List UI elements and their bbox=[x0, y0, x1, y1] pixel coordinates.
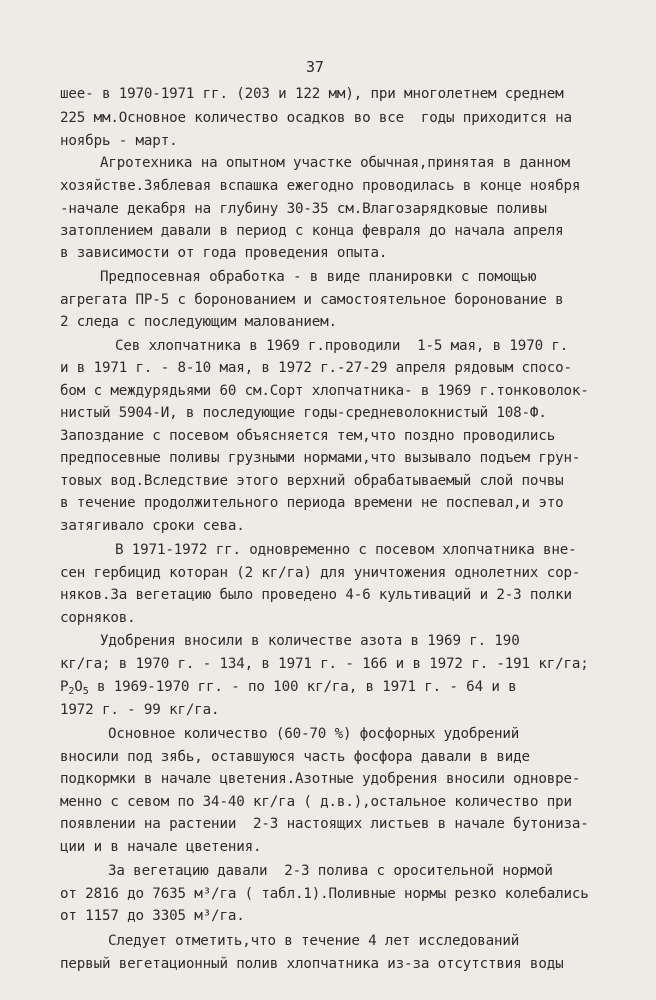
text-line: предпосевные поливы грузными нормами,что вызывало подъем грун- bbox=[60, 450, 581, 466]
text-line: сорняков. bbox=[60, 610, 136, 626]
text-line: ноябрь - март. bbox=[60, 133, 178, 149]
text-line: кг/га; в 1970 г. - 134, в 1971 г. - 166 и в 1972 г. -191 кг/га; bbox=[60, 656, 589, 672]
paragraph-start: За вегетацию давали 2-3 полива с оросительной нормой bbox=[108, 863, 553, 879]
formula-line-text: в 1969-1970 гг. - по 100 кг/га, в 1971 г. - 64 и в bbox=[88, 679, 517, 695]
text-line: хозяйстве.Зяблевая вспашка ежегодно проводилась в конце ноября bbox=[60, 178, 581, 194]
text-line: первый вегетационный полив хлопчатника из-за отсутствия воды bbox=[60, 956, 564, 972]
text-line: 1972 г. - 99 кг/га. bbox=[60, 702, 220, 718]
chemical-formula: $P_2O_5$ bbox=[60, 679, 89, 697]
text-line-with-formula bbox=[60, 680, 517, 697]
text-line: менно с севом по 34-40 кг/га ( д.в.),остальное количество при bbox=[60, 794, 572, 810]
paragraph-start: Удобрения вносили в количестве азота в 1969 г. 190 bbox=[100, 633, 520, 649]
text-line: вносили под зябь, оставшуюся часть фосфора давали в виде bbox=[60, 749, 530, 765]
text-line: подкормки в начале цветения.Азотные удобрения вносили одновре- bbox=[60, 771, 581, 787]
text-line: Запоздание с посевом объясняется тем,что поздно проводились bbox=[60, 428, 556, 444]
text-line: агрегата ПР-5 с боронованием и самостоятельное боронование в bbox=[60, 292, 564, 308]
text-line: 2 следа с последующим малованием. bbox=[60, 314, 337, 330]
text-line: в течение продолжительного периода времени не поспевал,и это bbox=[60, 495, 564, 511]
text-line: от 1157 до 3305 м³/га. bbox=[60, 908, 245, 924]
paragraph-start: Основное количество (60-70 %) фосфорных удобрений bbox=[108, 726, 520, 742]
text-line: затоплением давали в период с конца февраля до начала апреля bbox=[60, 223, 564, 239]
text-line: бом с междурядьями 60 см.Сорт хлопчатника- в 1969 г.тонковолок- bbox=[60, 383, 589, 399]
paragraph-start: Агротехника на опытном участке обычная,принятая в данном bbox=[100, 155, 570, 171]
text-line: шее- в 1970-1971 гг. (203 и 122 мм), при многолетнем среднем bbox=[60, 86, 564, 102]
text-line: появлении на растении 2-3 настоящих листьев в начале бутониза- bbox=[60, 816, 589, 832]
paragraph-start: Сев хлопчатника в 1969 г.проводили 1-5 мая, в 1970 г. bbox=[115, 338, 569, 354]
text-line: и в 1971 г. - 8-10 мая, в 1972 г.-27-29 апреля рядовым спосо- bbox=[60, 360, 572, 376]
paragraph-start: В 1971-1972 гг. одновременно с посевом хлопчатника вне- bbox=[115, 542, 577, 558]
page-number: 37 bbox=[306, 58, 324, 76]
text-line: -начале декабря на глубину 30-35 см.Влагозарядковые поливы bbox=[60, 201, 547, 217]
text-line: в зависимости от года проведения опыта. bbox=[60, 245, 388, 261]
text-line: няков.За вегетацию было проведено 4-6 культиваций и 2-3 полки bbox=[60, 587, 572, 603]
paragraph-start: Следует отметить,что в течение 4 лет исследований bbox=[108, 933, 520, 949]
paragraph-start: Предпосевная обработка - в виде планировки с помощью bbox=[100, 269, 537, 285]
text-line: от 2816 до 7635 м³/га ( табл.1).Поливные нормы резко колебались bbox=[60, 886, 589, 902]
text-line: товых вод.Вследствие этого верхний обрабатываемый слой почвы bbox=[60, 473, 564, 489]
text-line: ции и в начале цветения. bbox=[60, 839, 262, 855]
text-line: нистый 5904-И, в последующие годы-средневолокнистый 108-Ф. bbox=[60, 405, 547, 421]
text-line: затягивало сроки сева. bbox=[60, 518, 245, 534]
text-line: 225 мм.Основное количество осадков во все годы приходится на bbox=[60, 110, 572, 126]
text-line: сен гербицид которан (2 кг/га) для уничтожения однолетних сор- bbox=[60, 565, 581, 581]
